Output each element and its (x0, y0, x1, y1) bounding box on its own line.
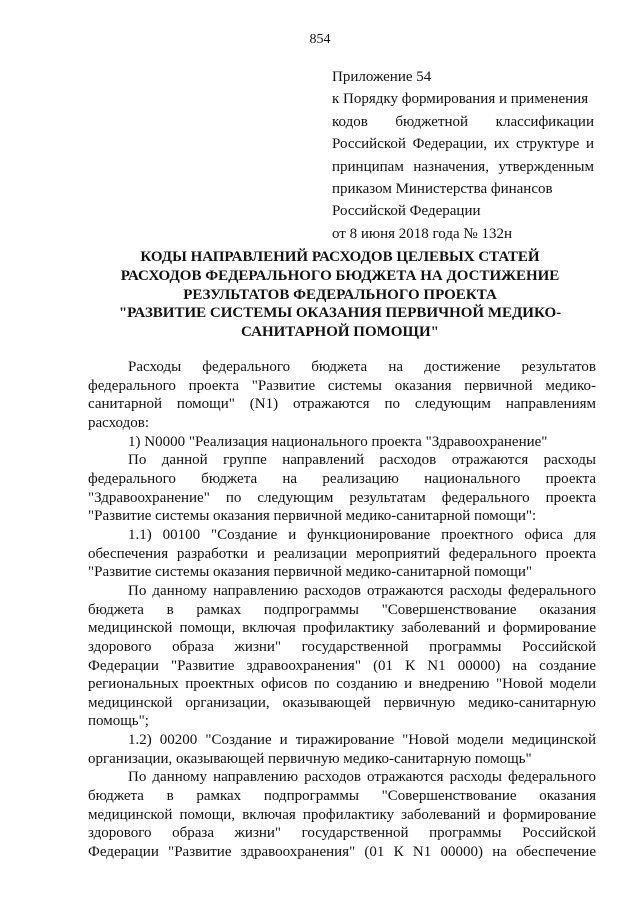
body-line: федерального проекта "Развитие системы оказания первичной медико- (88, 377, 596, 394)
title-line: РЕЗУЛЬТАТОВ ФЕДЕРАЛЬНОГО ПРОЕКТА (183, 286, 497, 303)
body-line: Федерации "Развитие здравоохранения" (01 К N1 00000) на обеспечение (88, 844, 596, 861)
appendix-line: к Порядку формирования и применения (332, 91, 589, 108)
body-line: медицинской организации, оказывающей первичную медико-санитарную (88, 694, 596, 711)
title-line: "РАЗВИТИЕ СИСТЕМЫ ОКАЗАНИЯ ПЕРВИЧНОЙ МЕДИКО- (118, 305, 562, 322)
appendix-line: Приложение 54 (332, 69, 432, 85)
body-line: организации, оказывающей первичную медико-санитарную помощь" (88, 750, 532, 767)
body-line: бюджета в рамках подпрограммы "Совершенствование оказания (88, 788, 596, 805)
body-line: Расходы федерального бюджета на достижение результатов (128, 359, 596, 375)
body-line: медицинской помощи, включая профилактику заболеваний и формирование (88, 620, 596, 637)
body-line: санитарной помощи" (N1) отражаются по следующим направлениям (88, 396, 596, 413)
body-line: здорового образа жизни" государственной программы Российской (88, 825, 596, 842)
title-line: САНИТАРНОЙ ПОМОЩИ" (241, 324, 439, 341)
appendix-line: приказом Министерства финансов (332, 181, 553, 198)
appendix-block (332, 66, 594, 245)
body-line: "Развитие системы оказания первичной медико-санитарной помощи": (88, 508, 537, 525)
body-line: 1.1) 00100 "Создание и функционирование проектного офиса для (128, 526, 596, 543)
body-line: бюджета в рамках подпрограммы "Совершенствование оказания (88, 601, 596, 618)
body-line: расходов: (88, 414, 149, 431)
body-line: 1) N0000 "Реализация национального проекта "Здравоохранение" (128, 433, 548, 450)
title-line: КОДЫ НАПРАВЛЕНИЙ РАСХОДОВ ЦЕЛЕВЫХ СТАТЕЙ (140, 249, 540, 265)
body-line: По данному направлению расходов отражаются расходы федерального (128, 582, 596, 599)
body-line: здорового образа жизни" государственной программы Российской (88, 638, 596, 655)
body-line: "Развитие системы оказания первичной медико-санитарной помощи" (88, 564, 532, 581)
body-line: медицинской помощи, включая профилактику заболеваний и формирование (88, 806, 596, 823)
body-line: помощь"; (88, 713, 149, 730)
title-line: РАСХОДОВ ФЕДЕРАЛЬНОГО БЮДЖЕТА НА ДОСТИЖЕНИЕ (120, 267, 560, 284)
body-line: 1.2) 00200 "Создание и тиражирование "Новой модели медицинской (128, 732, 596, 749)
document-body (88, 358, 596, 862)
appendix-line: Российской Федерации, их структуре и (332, 136, 594, 153)
body-line: региональных проектных офисов по созданию и внедрению "Новой модели (88, 676, 596, 693)
body-line: обеспечения разработки и реализации мероприятий федерального проекта (88, 545, 596, 562)
body-line: По данному направлению расходов отражаются расходы федерального (128, 769, 596, 786)
appendix-line: от 8 июня 2018 года № 132н (332, 225, 512, 242)
document-title (100, 248, 580, 342)
appendix-line: кодов бюджетной классификации (332, 113, 594, 130)
appendix-line: Российской Федерации (332, 203, 481, 220)
body-line: "Здравоохранение" по следующим результатам федерального проекта (88, 489, 596, 506)
appendix-line: принципам назначения, утвержденным (332, 158, 594, 175)
page-number: 854 (309, 32, 331, 47)
body-line: Федерации "Развитие здравоохранения" (01 К N1 00000) на создание (88, 657, 596, 674)
body-line: федерального бюджета на реализацию национального проекта (88, 470, 596, 487)
body-line: По данной группе направлений расходов отражаются расходы (128, 452, 596, 469)
